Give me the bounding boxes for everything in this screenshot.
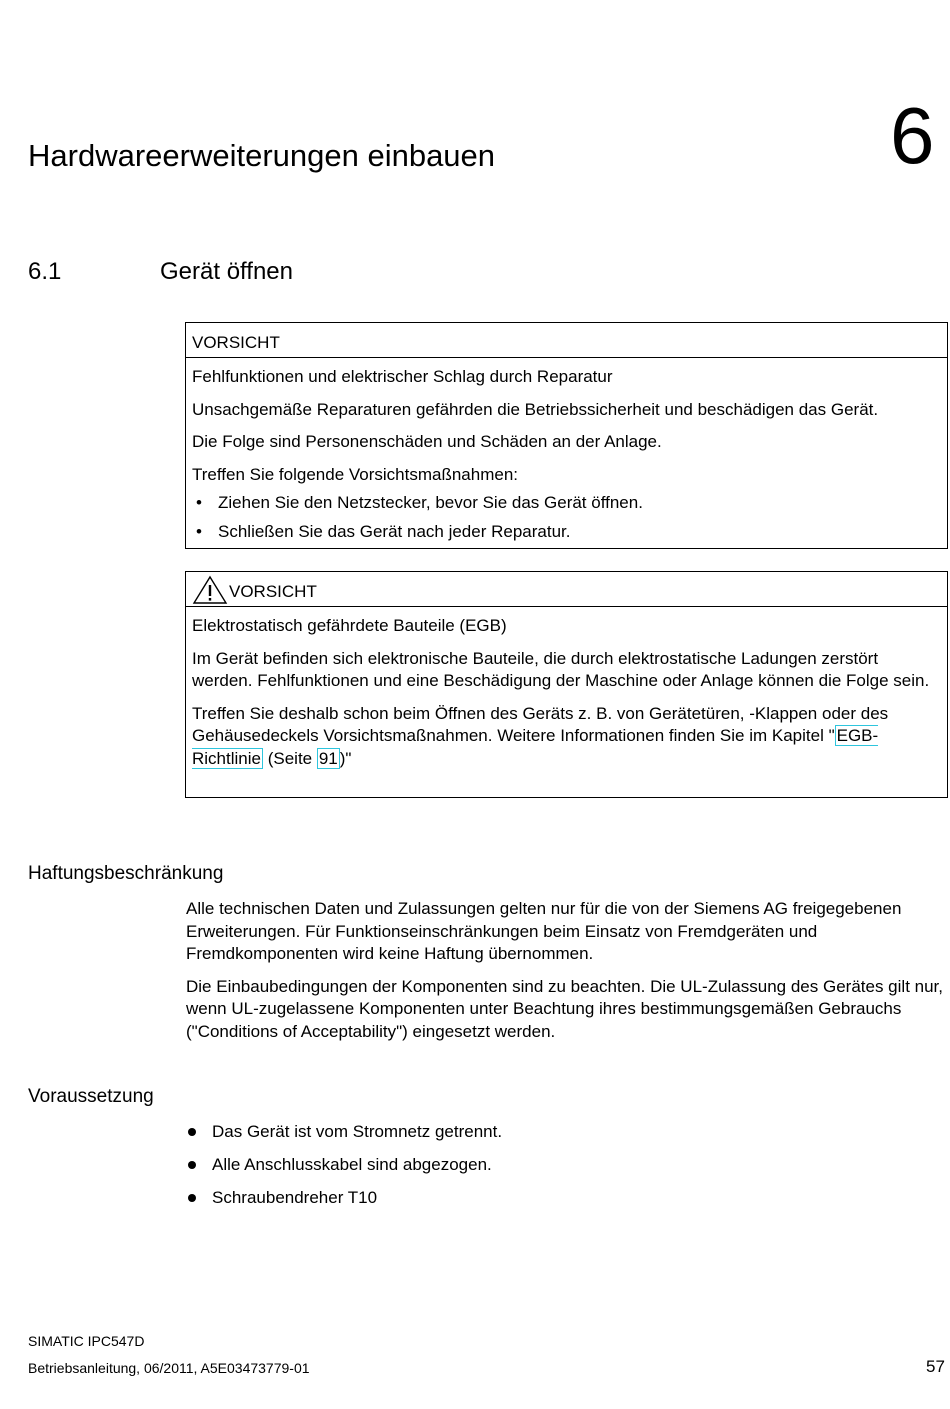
notice-paragraph: Im Gerät befinden sich elektronische Bauteile, die durch elektrostatische Ladungen zerstört werden. Fehlfunktionen und eine Beschädigung der Maschine oder Anlage können die Folge sein. [192, 648, 930, 690]
list-item: Alle Anschlusskabel sind abgezogen. [186, 1154, 950, 1187]
chapter-number: 6 [890, 91, 935, 180]
bullet-icon: • [196, 521, 202, 541]
notice-header [186, 323, 947, 358]
liability-heading: Haftungsbeschränkung [28, 863, 224, 884]
footer-document-info: Betriebsanleitung, 06/2011, A5E03473779-01 [28, 1360, 310, 1376]
page-link[interactable]: 91 [318, 748, 338, 768]
list-item: Schraubendreher T10 [186, 1187, 950, 1220]
notice-paragraph: Unsachgemäße Reparaturen gefährden die Betriebssicherheit und beschädigen das Gerät. [192, 399, 879, 419]
warning-triangle-icon [192, 575, 228, 605]
prerequisite-heading: Voraussetzung [28, 1086, 154, 1107]
bullet-icon [188, 1128, 196, 1136]
page-number: 57 [926, 1357, 945, 1376]
notice-paragraph: Treffen Sie folgende Vorsichtsmaßnahmen: [192, 464, 519, 484]
list-item: • Ziehen Sie den Netzstecker, bevor Sie das Gerät öffnen. [192, 492, 939, 515]
chapter-link[interactable]: EGB-Richtlinie [192, 726, 879, 768]
notice-header [186, 572, 947, 607]
section-title: Gerät öffnen [160, 258, 293, 285]
chapter-title: Hardwareerweiterungen einbauen [28, 138, 496, 173]
prerequisite-list [186, 1121, 950, 1220]
bullet-icon [188, 1161, 196, 1169]
bullet-icon: • [196, 493, 202, 512]
caution-notice-repair [185, 322, 948, 549]
notice-list [192, 492, 939, 543]
section-number: 6.1 [28, 258, 62, 285]
notice-paragraph: Treffen Sie deshalb schon beim Öffnen des Geräts z. B. von Gerätetüren, -Klappen oder des Gehäusedeckels Vorsichtsmaßnahmen. Weitere Informationen finden Sie im Kapitel " EGB-Richtlinie (Seite 91 )" [192, 703, 889, 768]
caution-notice-esd [185, 571, 948, 798]
paragraph: Die Einbaubedingungen der Komponenten sind zu beachten. Die UL-Zulassung des Gerätes gilt nur, wenn UL-zugelassene Komponenten unter Beachtung ihres bestimmungsgemäßen Gebrauchs ("Conditions of Acceptability") eingesetzt werden. [186, 976, 943, 1041]
notice-label: VORSICHT [229, 582, 317, 601]
liability-text [186, 898, 950, 1053]
bullet-icon [188, 1194, 196, 1202]
notice-body [186, 358, 947, 555]
notice-paragraph: Die Folge sind Personenschäden und Schäden an der Anlage. [192, 432, 662, 451]
notice-label: VORSICHT [192, 333, 280, 352]
notice-title: Elektrostatisch gefährdete Bauteile (EGB) [192, 616, 507, 635]
footer-product: SIMATIC IPC547D [28, 1333, 145, 1349]
paragraph: Alle technischen Daten und Zulassungen gelten nur für die von der Siemens AG freigegebenen Erweiterungen. Für Funktionseinschränkungen beim Einsatz von Fremdgeräten und Fremdkomponenten wird keine Haftung übernommen. [186, 899, 902, 963]
notice-title: Fehlfunktionen und elektrischer Schlag durch Reparatur [192, 367, 613, 386]
list-item: Das Gerät ist vom Stromnetz getrennt. [186, 1121, 950, 1154]
notice-body [186, 607, 947, 786]
list-item: • Schließen Sie das Gerät nach jeder Reparatur. [192, 521, 939, 544]
